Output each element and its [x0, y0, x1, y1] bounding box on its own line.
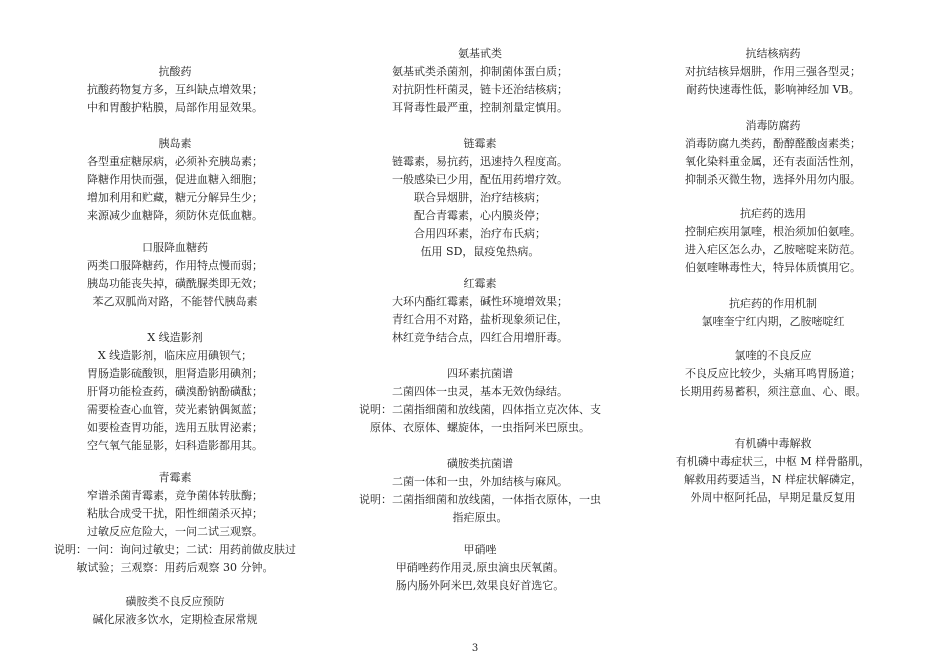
section-title: 胰岛素 [158, 137, 192, 150]
text-line: 敏试验；三观察：用药后观察 30 分钟。 [76, 561, 274, 574]
text-line: 耳肾毒性最严重，控制剂量定慎用。 [392, 101, 568, 114]
section-title: 氨基甙类 [458, 47, 502, 60]
text-line: 胃肠造影硫酸钡，胆肾造影用碘剂； [87, 367, 263, 380]
text-line: 林红竞争结合点，四红合用增肝毒。 [392, 331, 568, 344]
text-line: 肠内肠外阿米巴,效果良好首选它。 [395, 579, 565, 592]
text-line: 氧化染料重金属，还有表面活性剂， [685, 155, 861, 168]
text-line: 进入疟区怎么办，乙胺嘧啶来防范。 [685, 243, 861, 256]
text-line: 外周中枢阿托品，早期足量反复用 [690, 491, 856, 504]
text-line: 如要检查胃功能，选用五肽胃泌素； [87, 421, 263, 434]
section-title: 抗疟药的选用 [740, 207, 806, 220]
text-line: 甲硝唑药作用灵,原虫滴虫厌氧菌。 [395, 561, 565, 574]
text-line: 二菌四体一虫灵，基本无效伪绿结。 [392, 385, 568, 398]
text-line: 窄谱杀菌青霉素，竞争菌体转肽酶； [87, 489, 263, 502]
section-title: 四环素抗菌谱 [447, 367, 513, 380]
text-line: 联合异烟肼，治疗结核病； [414, 191, 546, 204]
text-line: 合用四环素，治疗布氏病； [414, 227, 546, 240]
text-line: 各型重症糖尿病，必须补充胰岛素； [87, 155, 263, 168]
text-line: 来源减少血糖降，须防休克低血糖。 [87, 209, 263, 222]
text-line: 耐药快速毒性低，影响神经加 VB。 [686, 83, 860, 96]
text-line: 需要检查心血管，荧光素钠偶氮蓝； [87, 403, 263, 416]
text-line: 一般感染已少用，配伍用药增疗效。 [392, 173, 568, 186]
text-line: 不良反应比较少，头痛耳鸣胃肠道； [685, 367, 861, 380]
text-line: 胰岛功能丧失掉，磺酰脲类即无效； [87, 277, 263, 290]
text-line: 说明：二菌指细菌和放线菌，一体指衣原体，一虫 [359, 493, 601, 506]
section-title: 氯喹的不良反应 [734, 349, 812, 362]
text-line: 消毒防腐九类药，酚醇醛酸卤素类； [685, 137, 861, 150]
text-line: 抑制杀灭微生物，选择外用勿内服。 [685, 173, 861, 186]
text-line: 中和胃酸护粘膜，局部作用显效果。 [87, 101, 263, 114]
text-line: 苯乙双胍尚对路，不能替代胰岛素 [92, 295, 258, 308]
text-line: 增加利用和贮藏，糖元分解异生少； [87, 191, 263, 204]
page-number: 3 [471, 643, 479, 654]
text-line: 控制疟疾用氯喹，根治须加伯氨喹。 [685, 225, 861, 238]
text-line: 二菌一体和一虫，外加结核与麻风。 [392, 475, 568, 488]
text-line: 对抗结核异烟肼，作用三强各型灵； [685, 65, 861, 78]
text-line: 原体、衣原体、螺旋体，一虫指阿米巴原虫。 [370, 421, 590, 434]
text-line: 配合青霉素，心内膜炎停； [414, 209, 546, 222]
section-title: 红霉素 [463, 277, 497, 290]
text-line: 粘肽合成受干扰，阳性细菌杀灭掉； [87, 507, 263, 520]
section-title: 抗疟药的作用机制 [729, 297, 817, 310]
section-title: 抗结核病药 [745, 47, 801, 60]
text-line: 空气氧气能显影，妇科造影都用其。 [87, 439, 263, 452]
section-title: 青霉素 [158, 471, 192, 484]
section-title: X 线造影剂 [147, 331, 203, 344]
text-line: 解救用药要适当，N 样症状解磷定， [683, 473, 863, 486]
section-title: 磺胺类抗菌谱 [447, 457, 513, 470]
section-title: 口服降血糖药 [142, 241, 208, 254]
section-title: 磺胺类不良反应预防 [125, 595, 225, 608]
text-line: 伍用 SD，鼠疫兔热病。 [420, 245, 540, 258]
text-line: 青红合用不对路，盐析现象须记住， [392, 313, 568, 326]
text-line: 链霉素，易抗药，迅速持久程度高。 [392, 155, 568, 168]
text-line: 说明：二菌指细菌和放线菌，四体指立克次体、支 [359, 403, 601, 416]
section-title: 抗酸药 [158, 65, 192, 78]
text-line: 氯喹奎宁红内期，乙胺嘧啶红 [701, 315, 845, 328]
text-line: 肝肾功能检查药，磺溴酚钠酚磺酞； [87, 385, 263, 398]
section-title: 甲硝唑 [463, 543, 497, 556]
text-line: 对抗阴性杆菌灵，链卡还治结核病； [392, 83, 568, 96]
text-line: 伯氨喹啉毒性大，特异体质慎用它。 [685, 261, 861, 274]
section-title: 链霉素 [463, 137, 497, 150]
section-title: 消毒防腐药 [745, 119, 801, 132]
text-line: 指疟原虫。 [452, 511, 508, 524]
text-line: 抗酸药物复方多，互纠缺点增效果； [87, 83, 263, 96]
text-line: 过敏反应危险大，一问二试三观察。 [87, 525, 263, 538]
text-line: 两类口服降糖药，作用特点慢而弱； [87, 259, 263, 272]
text-line: 长期用药易蓄积，须注意血、心、眼。 [679, 385, 867, 398]
section-title: 有机磷中毒解救 [734, 437, 812, 450]
text-line: 说明：一问：询问过敏史；二试：用药前做皮肤过 [54, 543, 296, 556]
text-line: 有机磷中毒症状三，中枢 M 样骨骼肌， [675, 455, 871, 468]
text-line: X 线造影剂，临床应用碘钡气； [97, 349, 253, 362]
text-line: 氨基甙类杀菌剂，抑制菌体蛋白质； [392, 65, 568, 78]
text-line: 降糖作用快而强，促进血糖入细胞； [87, 173, 263, 186]
text-line: 大环内酯红霉素，碱性环境增效果； [392, 295, 568, 308]
text-line: 碱化尿液多饮水，定期检查尿常规 [92, 613, 258, 626]
